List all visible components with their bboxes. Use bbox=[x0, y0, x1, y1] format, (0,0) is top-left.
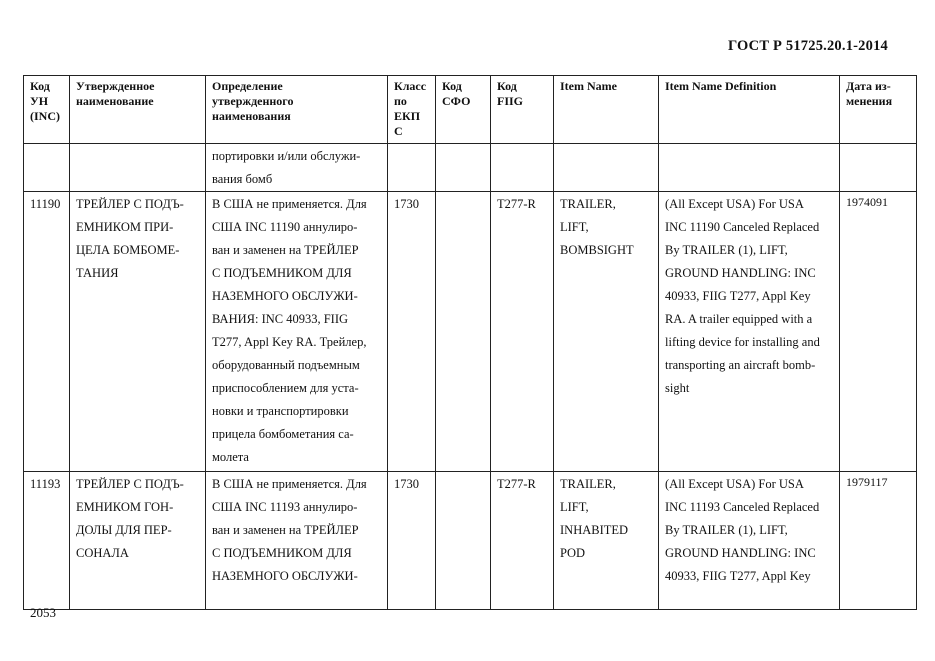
cell-definition: В США не применяется. Для США INC 11190 аннулиро- ван и заменен на ТРЕЙЛЕР С ПОДЪЕМНИКОМ ДЛЯ НАЗЕМНОГО ОБСЛУЖИ- ВАНИЯ: INC 40933, FIIG T277, Appl Key RA. Трейлер, оборудованный подъемным приспособлением для уста- новки и транспортировки прицела бомбометания са- молета bbox=[206, 192, 388, 472]
page-number: 2053 bbox=[30, 605, 56, 620]
col-header-sfo: Код СФО bbox=[436, 76, 491, 144]
cell-item-definition: (All Except USA) For USA INC 11190 Canceled Replaced By TRAILER (1), LIFT, GROUND HANDLING: INC 40933, FIIG T277, Appl Key RA. A trailer equipped with a lifting device for installing and transporting an aircraft bomb- sight bbox=[659, 192, 840, 472]
cell-name bbox=[70, 144, 206, 192]
cell-name: ТРЕЙЛЕР С ПОДЪ- ЕМНИКОМ ПРИ- ЦЕЛА БОМБОМЕ- ТАНИЯ bbox=[70, 192, 206, 472]
cell-inc bbox=[24, 144, 70, 192]
cell-inc: 11190 bbox=[24, 192, 70, 472]
cell-item-name bbox=[554, 144, 659, 192]
cell-sfo bbox=[436, 144, 491, 192]
cell-date bbox=[840, 144, 917, 192]
cell-class: 1730 bbox=[388, 192, 436, 472]
cell-name: ТРЕЙЛЕР С ПОДЪ- ЕМНИКОМ ГОН- ДОЛЫ ДЛЯ ПЕР- СОНАЛА bbox=[70, 472, 206, 610]
cell-class bbox=[388, 144, 436, 192]
cell-fiig: T277-R bbox=[491, 192, 554, 472]
cell-item-definition: (All Except USA) For USA INC 11193 Canceled Replaced By TRAILER (1), LIFT, GROUND HANDLING: INC 40933, FIIG T277, Appl Key bbox=[659, 472, 840, 610]
nomenclature-table bbox=[23, 75, 917, 610]
cell-date: 1974091 bbox=[840, 192, 917, 472]
document-code: ГОСТ Р 51725.20.1-2014 bbox=[727, 38, 888, 54]
col-header-definition: Определение утвержденного наименования bbox=[206, 76, 388, 144]
table-row bbox=[24, 192, 917, 472]
col-header-change-date: Дата из- менения bbox=[840, 76, 917, 144]
col-header-inc: Код УН (INC) bbox=[24, 76, 70, 144]
header-row bbox=[24, 76, 917, 144]
cell-date: 1979117 bbox=[840, 472, 917, 610]
table-row bbox=[24, 472, 917, 610]
col-header-item-name-definition: Item Name Definition bbox=[659, 76, 840, 144]
cell-fiig: T277-R bbox=[491, 472, 554, 610]
cell-definition: В США не применяется. Для США INC 11193 аннулиро- ван и заменен на ТРЕЙЛЕР С ПОДЪЕМНИКОМ ДЛЯ НАЗЕМНОГО ОБСЛУЖИ- bbox=[206, 472, 388, 610]
table-row-continuation bbox=[24, 144, 917, 192]
cell-item-name: TRAILER, LIFT, BOMBSIGHT bbox=[554, 192, 659, 472]
cell-class: 1730 bbox=[388, 472, 436, 610]
cell-item-name: TRAILER, LIFT, INHABITED POD bbox=[554, 472, 659, 610]
col-header-class: Класс по ЕКП С bbox=[388, 76, 436, 144]
cell-definition: портировки и/или обслужи- вания бомб bbox=[206, 144, 388, 192]
cell-sfo bbox=[436, 472, 491, 610]
col-header-fiig: Код FIIG bbox=[491, 76, 554, 144]
cell-item-definition bbox=[659, 144, 840, 192]
col-header-approved-name: Утвержденное наименование bbox=[70, 76, 206, 144]
cell-inc: 11193 bbox=[24, 472, 70, 610]
cell-sfo bbox=[436, 192, 491, 472]
cell-fiig bbox=[491, 144, 554, 192]
col-header-item-name: Item Name bbox=[554, 76, 659, 144]
